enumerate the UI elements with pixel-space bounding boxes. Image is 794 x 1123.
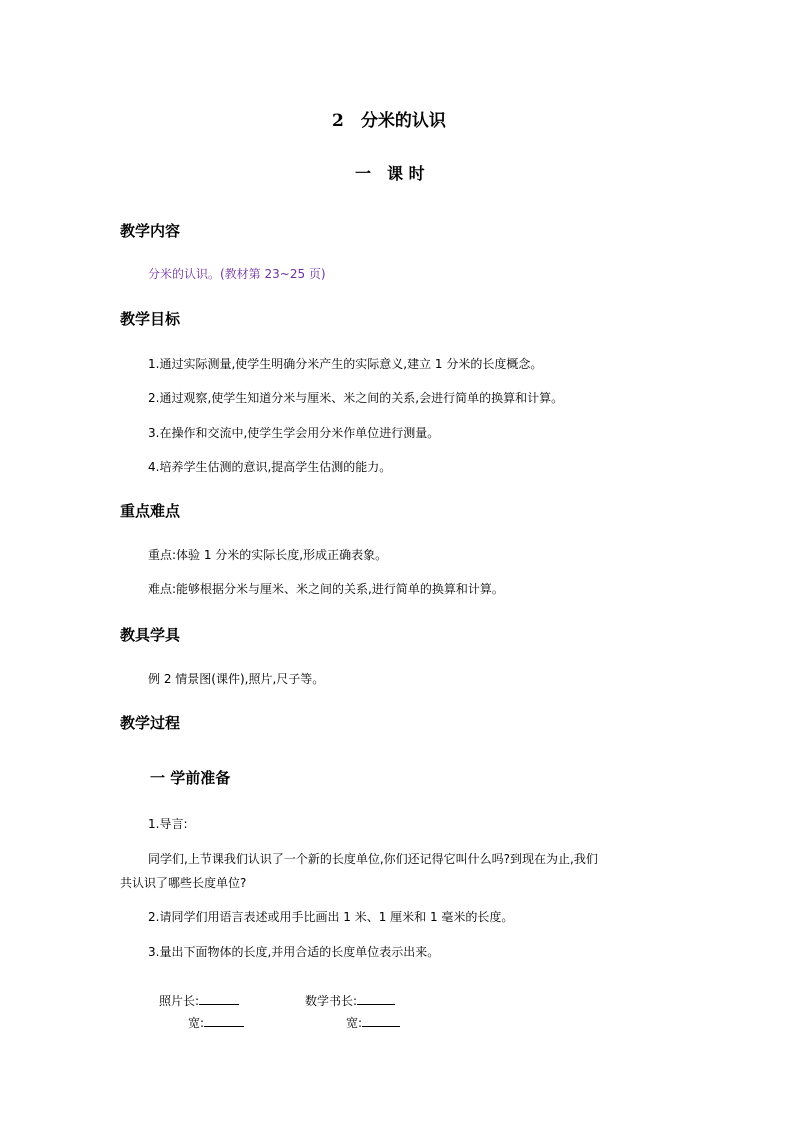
key-point: 重点:体验 1 分米的实际长度,形成正确表象。 (148, 548, 388, 562)
fill-photo-length-label: 照片长: (159, 994, 200, 1008)
prep-item-1: 1.导言: (148, 817, 188, 831)
prep-paragraph-line2: 共认识了哪些长度单位? (120, 876, 247, 890)
prep-item-3: 3.量出下面物体的长度,并用合适的长度单位表示出来。 (148, 945, 440, 959)
content-text: 分米的认识。(教材第 23~25 页) (148, 267, 326, 281)
doc-title: 2 分米的认识 (332, 111, 446, 131)
tools-text: 例 2 情景图(课件),照片,尺子等。 (148, 672, 325, 686)
goal-item-4: 4.培养学生估测的意识,提高学生估测的能力。 (148, 460, 392, 474)
fill-photo-length (159, 992, 239, 1009)
difficult-point: 难点:能够根据分米与厘米、米之间的关系,进行简单的换算和计算。 (148, 582, 504, 596)
fill-photo-width-label: 宽: (188, 1016, 205, 1030)
fill-book-length-label: 数学书长: (305, 994, 358, 1008)
fill-book-width (346, 1014, 400, 1031)
heading-key: 重点难点 (120, 502, 181, 520)
prep-item-2: 2.请同学们用语言表述或用手比画出 1 米、1 厘米和 1 毫米的长度。 (148, 910, 514, 924)
heading-tools: 教具学具 (120, 626, 181, 644)
fill-photo-width (188, 1014, 244, 1031)
blank-line (199, 993, 239, 1005)
goal-item-2: 2.通过观察,使学生知道分米与厘米、米之间的关系,会进行简单的换算和计算。 (148, 391, 564, 405)
heading-prep: 一 学前准备 (150, 769, 231, 787)
heading-content: 教学内容 (120, 222, 181, 240)
fill-book-length (305, 992, 395, 1009)
goal-item-1: 1.通过实际测量,使学生明确分米产生的实际意义,建立 1 分米的长度概念。 (148, 357, 543, 371)
blank-line (362, 1015, 400, 1027)
prep-paragraph-line1: 同学们,上节课我们认识了一个新的长度单位,你们还记得它叫什么吗?到现在为止,我们 (148, 852, 598, 866)
heading-goals: 教学目标 (120, 310, 181, 328)
fill-book-width-label: 宽: (346, 1016, 363, 1030)
blank-line (204, 1015, 244, 1027)
heading-process: 教学过程 (120, 714, 181, 732)
goal-item-3: 3.在操作和交流中,使学生学会用分米作单位进行测量。 (148, 426, 440, 440)
lesson-subtitle: 一 课 时 (355, 164, 425, 183)
blank-line (357, 993, 395, 1005)
